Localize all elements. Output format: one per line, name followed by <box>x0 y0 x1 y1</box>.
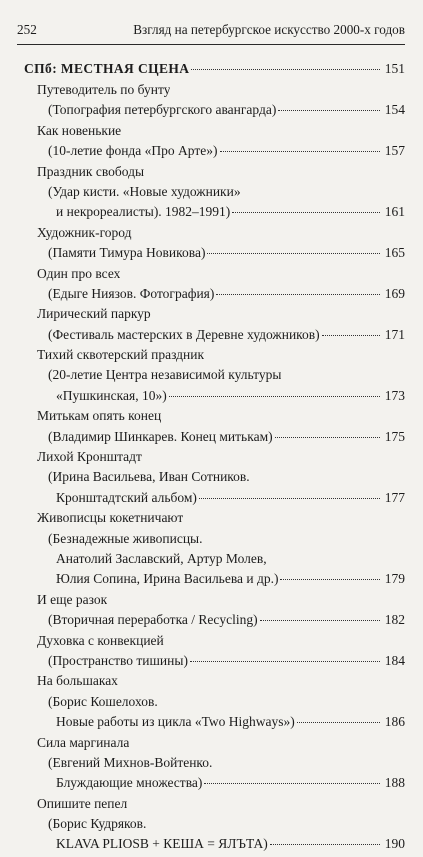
toc-entry-text: Блуждающие множества) <box>56 775 203 791</box>
toc-line <box>24 123 405 143</box>
toc-entry-text: Путеводитель по бунту <box>37 82 171 97</box>
toc-line <box>24 347 405 367</box>
toc-line <box>24 306 405 326</box>
dot-leader <box>297 722 380 723</box>
toc-section-heading <box>24 61 405 82</box>
toc-page-number: 154 <box>384 102 405 118</box>
toc-entry-text: И еще разок <box>37 591 108 607</box>
toc-entry-text: Анатолий Заславский, Артур Молев, <box>56 550 267 566</box>
toc-entry-text: (Евгений Михнов-Войтенко. <box>48 754 213 770</box>
running-head <box>17 22 405 38</box>
toc-page-number: 179 <box>384 571 405 587</box>
toc-entry-text: (Безнадежные живописцы. <box>48 530 203 546</box>
dot-leader <box>190 661 380 662</box>
dot-leader <box>280 579 380 580</box>
toc-entry-text: (Пространство тишины) <box>48 652 188 668</box>
toc-entry-text: (Едыге Ниязов. Фотография) <box>48 285 215 301</box>
toc-entry-text: Сила маргинала <box>37 734 130 750</box>
dot-leader <box>322 335 380 336</box>
toc-line <box>24 653 405 673</box>
dot-leader <box>207 253 380 254</box>
toc-line <box>24 612 405 632</box>
toc-line <box>24 633 405 653</box>
toc-entry-text: (Ирина Васильева, Иван Сотников. <box>48 469 250 485</box>
toc-line <box>24 469 405 489</box>
toc-line <box>24 82 405 102</box>
toc-entry-text: Один про всех <box>37 265 121 281</box>
table-of-contents <box>24 61 405 857</box>
toc-line <box>24 164 405 184</box>
dot-leader <box>270 844 380 845</box>
toc-entry-text: (Владимир Шинкарев. Конец митькам) <box>48 428 273 444</box>
toc-line <box>24 429 405 449</box>
toc-line <box>24 367 405 387</box>
toc-entry-text: Художник-город <box>37 224 132 240</box>
toc-line <box>24 225 405 245</box>
toc-entry-text: СПб: МЕСТНАЯ СЦЕНА <box>24 61 190 76</box>
toc-entry-text: (Удар кисти. «Новые художники» <box>48 183 241 199</box>
toc-line <box>24 571 405 591</box>
toc-line <box>24 531 405 551</box>
toc-entry-text: (Вторичная переработка / Recycling) <box>48 612 258 628</box>
toc-page-number: 171 <box>384 326 405 342</box>
toc-entry-text: Тихий сквотерский праздник <box>37 347 205 363</box>
dot-leader <box>260 620 380 621</box>
toc-entry-text: Праздник свободы <box>37 163 145 179</box>
toc-line <box>24 449 405 469</box>
toc-entry-text: «Пушкинская, 10») <box>56 387 167 403</box>
toc-page-number: 188 <box>384 775 405 791</box>
toc-entry-text: Опишите пепел <box>37 795 128 811</box>
toc-entry-text: Духовка с конвекцией <box>37 632 164 648</box>
toc-line <box>24 551 405 571</box>
dot-leader <box>216 294 380 295</box>
dot-leader <box>191 69 380 70</box>
toc-line <box>24 755 405 775</box>
toc-entry-text: Митькам опять конец <box>37 408 162 424</box>
toc-entry-text: (Топография петербургского авангарда) <box>48 102 277 118</box>
toc-line <box>24 510 405 530</box>
toc-line <box>24 490 405 510</box>
toc-line <box>24 245 405 265</box>
toc-page-number: 190 <box>384 836 405 852</box>
toc-entry-text: Лихой Кронштадт <box>37 449 142 465</box>
dot-leader <box>220 151 380 152</box>
toc-entry-text: Лирический паркур <box>37 306 151 322</box>
toc-page-number: 186 <box>384 714 405 730</box>
toc-page-number: 175 <box>384 428 405 444</box>
toc-line <box>24 592 405 612</box>
toc-line <box>24 673 405 693</box>
toc-entry-text: Как новенькие <box>37 122 122 138</box>
toc-line <box>24 204 405 224</box>
page-number: 252 <box>17 22 37 37</box>
dot-leader <box>204 783 380 784</box>
dot-leader <box>232 212 380 213</box>
toc-line <box>24 775 405 795</box>
toc-line <box>24 327 405 347</box>
toc-page-number: 157 <box>384 143 405 159</box>
toc-entry-text: (Памяти Тимура Новикова) <box>48 245 206 261</box>
toc-line <box>24 714 405 734</box>
toc-entry-text: (10-летие фонда «Про Арте») <box>48 143 218 159</box>
toc-entry-text: На большаках <box>37 673 118 689</box>
dot-leader <box>169 396 380 397</box>
running-title: Взгляд на петербургское искусство 2000-х годов <box>133 22 405 37</box>
toc-entry-text: (20-летие Центра независимой культуры <box>48 367 282 383</box>
toc-entry-text: (Борис Кошелохов. <box>48 693 158 709</box>
toc-page-number: 151 <box>384 61 405 76</box>
toc-line <box>24 836 405 856</box>
toc-line <box>24 286 405 306</box>
toc-line <box>24 102 405 122</box>
toc-line <box>24 408 405 428</box>
toc-entry-text: Кронштадтский альбом) <box>56 489 197 505</box>
toc-page-number: 161 <box>384 204 405 220</box>
toc-entry-text: (Фестиваль мастерских в Деревне художников) <box>48 326 320 342</box>
toc-entry-text: Живописцы кокетничают <box>37 510 184 526</box>
header-rule <box>17 44 405 45</box>
toc-line <box>24 816 405 836</box>
dot-leader <box>275 437 380 438</box>
toc-line <box>24 143 405 163</box>
toc-line <box>24 735 405 755</box>
toc-page-number: 177 <box>384 489 405 505</box>
toc-entry-text: Юлия Сопина, Ирина Васильева и др.) <box>56 571 279 587</box>
toc-line <box>24 694 405 714</box>
toc-entry-text: (Борис Кудряков. <box>48 816 147 832</box>
toc-page-number: 169 <box>384 285 405 301</box>
toc-entry-text: и некрореалисты). 1982–1991) <box>56 204 231 220</box>
toc-line <box>24 388 405 408</box>
toc-line <box>24 266 405 286</box>
toc-page-number: 165 <box>384 245 405 261</box>
toc-page-number: 182 <box>384 612 405 628</box>
toc-entry-text: KLAVA PLIOSB + КЕША = ЯЛЪТА) <box>56 836 268 852</box>
dot-leader <box>199 498 380 499</box>
toc-entry-text: Новые работы из цикла «Two Highways») <box>56 714 295 730</box>
toc-line <box>24 184 405 204</box>
toc-page-number: 173 <box>384 387 405 403</box>
dot-leader <box>278 110 380 111</box>
toc-page-number: 184 <box>384 652 405 668</box>
toc-line <box>24 796 405 816</box>
